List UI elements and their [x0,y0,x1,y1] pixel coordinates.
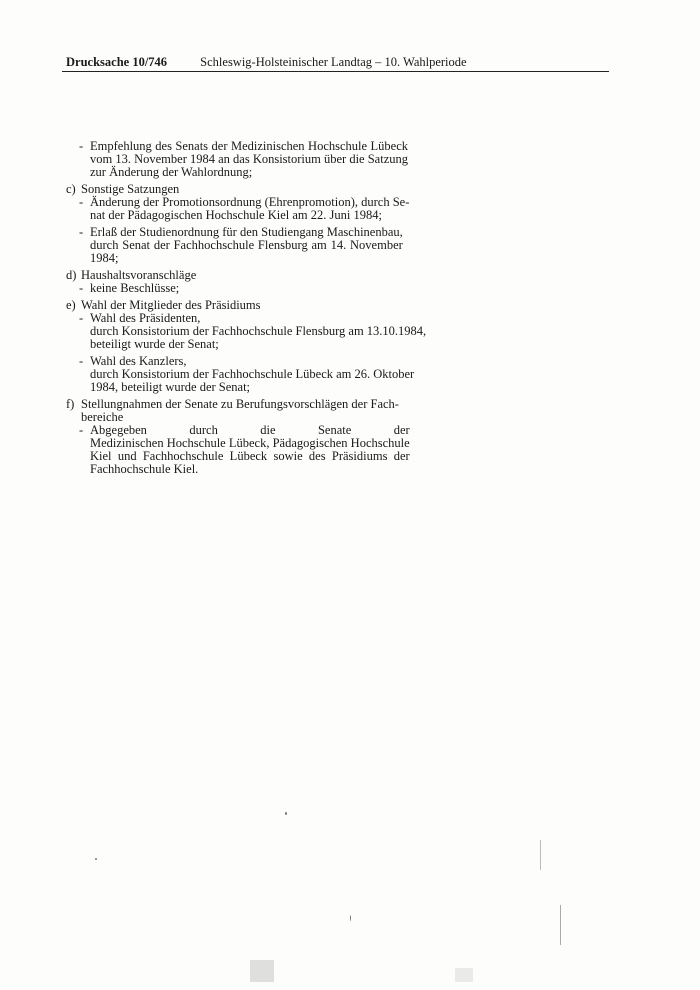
text-line: durch Konsistorium der Fachhochschule Flensburg am 13.10.1984, [90,324,427,338]
text-line: Erlaß der Studienordnung für den Studiengang Maschinenbau, [90,225,403,239]
list-item [79,282,430,295]
text-line: Haushaltsvoranschläge [81,268,197,282]
list-item [79,312,430,351]
text-line: Wahl des Kanzlers, [90,354,187,368]
page-header [66,55,608,70]
section-items [66,282,430,295]
text-line: Wahl des Präsidenten, [90,311,201,325]
dash-marker: - [79,281,84,295]
scan-speck [540,840,541,870]
text-line: Abgegeben durch die Senate der [90,423,410,437]
item-text [90,355,414,394]
scan-speck [350,915,351,921]
dash-marker: - [79,311,84,325]
intro-block [66,140,430,179]
item-text [90,140,408,179]
text-line: vom 13. November 1984 an das Konsistorium über die Satzung [90,152,409,166]
text-line: beteiligt wurde der Senat; [90,337,219,351]
text-line: Wahl der Mitglieder des Präsidiums [81,298,261,312]
text-line: Stellungnahmen der Senate zu Berufungsvorschlägen der Fach- [81,397,399,411]
text-line: nat der Pädagogischen Hochschule Kiel am 22. Juni 1984; [90,208,382,222]
text-line: Änderung der Promotionsordnung (Ehrenpromotion), durch Se- [90,195,410,209]
item-text [90,196,409,222]
scan-speck [95,858,97,860]
scan-speck [560,905,561,945]
section-items [66,312,430,394]
scan-speck [250,960,274,982]
section-items [66,196,430,265]
item-text [90,424,410,476]
header-title: Schleswig-Holsteinischer Landtag – 10. Wahlperiode [200,55,467,69]
section-items [66,424,430,476]
header-rule [62,71,609,72]
text-line: durch Konsistorium der Fachhochschule Lübeck am 26. Oktober [90,367,415,381]
scan-speck [285,812,287,815]
text-line: Kiel und Fachhochschule Lübeck sowie des Präsidiums der [90,449,410,463]
list-item [79,140,430,179]
section-letter: e) [66,298,76,312]
list-item [79,196,430,222]
section-heading [66,398,430,424]
section-letter: f) [66,397,75,411]
text-line: keine Beschlüsse; [90,281,180,295]
section-c [66,183,430,265]
section-e [66,299,430,394]
item-text [90,312,426,351]
section-letter: c) [66,182,76,196]
document-number: Drucksache 10/746 [66,55,168,69]
text-line: Empfehlung des Senats der Medizinischen Hochschule Lübeck [90,139,409,153]
dash-marker: - [79,139,84,153]
scan-speck [455,968,473,982]
text-line: 1984, beteiligt wurde der Senat; [90,380,251,394]
intro-items [66,140,430,179]
list-item [79,424,430,476]
text-line: 1984; [90,251,119,265]
section-d [66,269,430,295]
dash-marker: - [79,354,84,368]
section-title [81,398,399,424]
text-line: Fachhochschule Kiel. [90,462,199,476]
text-line: zur Änderung der Wahlordnung; [90,165,253,179]
list-item [79,226,430,265]
dash-marker: - [79,225,84,239]
list-item [79,355,430,394]
text-line: Sonstige Satzungen [81,182,180,196]
text-line: Medizinischen Hochschule Lübeck, Pädagogischen Hochschule [90,436,410,450]
dash-marker: - [79,195,84,209]
text-line: durch Senat der Fachhochschule Flensburg am 14. November [90,238,403,252]
dash-marker: - [79,423,84,437]
document-body [66,140,430,480]
text-line: bereiche [81,410,124,424]
item-text [90,282,179,295]
section-f [66,398,430,476]
section-letter: d) [66,268,77,282]
item-text [90,226,403,265]
